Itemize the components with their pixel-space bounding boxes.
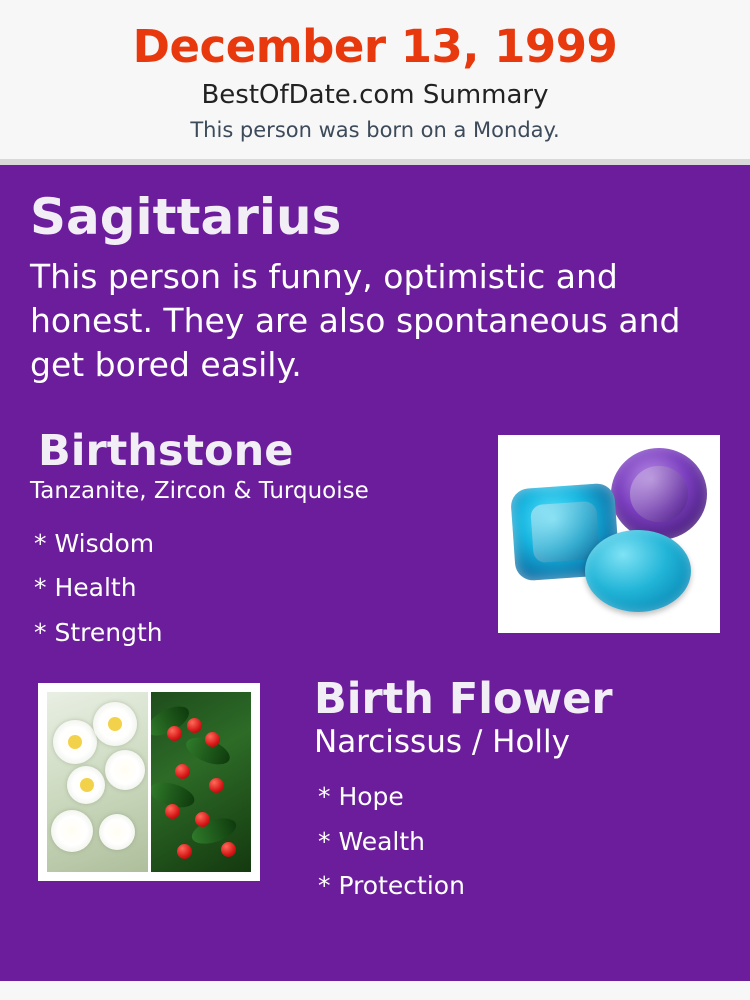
flower-core-icon <box>108 717 122 731</box>
holly-berry-icon <box>167 726 182 741</box>
header <box>0 0 750 159</box>
holly-berry-icon <box>195 812 210 827</box>
holly-berry-icon <box>209 778 224 793</box>
flower-petal-icon <box>51 810 93 852</box>
birth-flower-photo <box>38 683 260 881</box>
flower-core-icon <box>68 735 82 749</box>
holly-berry-icon <box>165 804 180 819</box>
list-item: * Health <box>34 573 137 603</box>
born-day-text: This person was born on a Monday. <box>190 117 560 142</box>
holly-berry-icon <box>177 844 192 859</box>
birthstone-section <box>30 426 720 659</box>
site-summary-label: BestOfDate.com Summary <box>201 79 549 110</box>
zodiac-sign-title: Sagittarius <box>30 187 342 246</box>
holly-berry-icon <box>205 732 220 747</box>
gem-round-purple-icon <box>611 448 707 540</box>
birth-flower-names: Narcissus / Holly <box>314 724 571 761</box>
flower-petal-icon <box>105 750 145 790</box>
list-item: * Protection <box>318 871 465 901</box>
list-item: * Wisdom <box>34 528 155 558</box>
flower-core-icon <box>80 778 94 792</box>
list-item: * Hope <box>318 782 404 812</box>
birth-flower-text-group <box>280 674 720 909</box>
holly-berry-icon <box>221 842 236 857</box>
holly-photo-half <box>148 692 252 872</box>
holly-berry-icon <box>187 718 202 733</box>
birthstone-title: Birthstone <box>38 426 294 476</box>
birth-flower-title: Birth Flower <box>314 674 613 724</box>
list-item: * Wealth <box>318 826 425 856</box>
birthstone-text-group <box>30 426 470 655</box>
birthstone-photo-inner <box>507 444 711 624</box>
list-item: * Strength <box>34 617 163 647</box>
birth-flower-photo-inner <box>47 692 251 872</box>
page-title: December 13, 1999 <box>132 20 618 73</box>
narcissus-photo-half <box>47 692 148 872</box>
main-content <box>0 165 750 981</box>
zodiac-description: This person is funny, optimistic and honest. They are also spontaneous and get bored easily. <box>30 257 681 385</box>
gem-oval-turquoise-icon <box>585 530 691 612</box>
birthstone-names: Tanzanite, Zircon & Turquoise <box>30 478 369 505</box>
birthstone-traits-list <box>30 522 470 656</box>
birthstone-photo <box>498 435 720 633</box>
birth-flower-traits-list <box>280 775 720 909</box>
birth-flower-section <box>30 674 720 909</box>
flower-petal-icon <box>99 814 135 850</box>
holly-berry-icon <box>175 764 190 779</box>
